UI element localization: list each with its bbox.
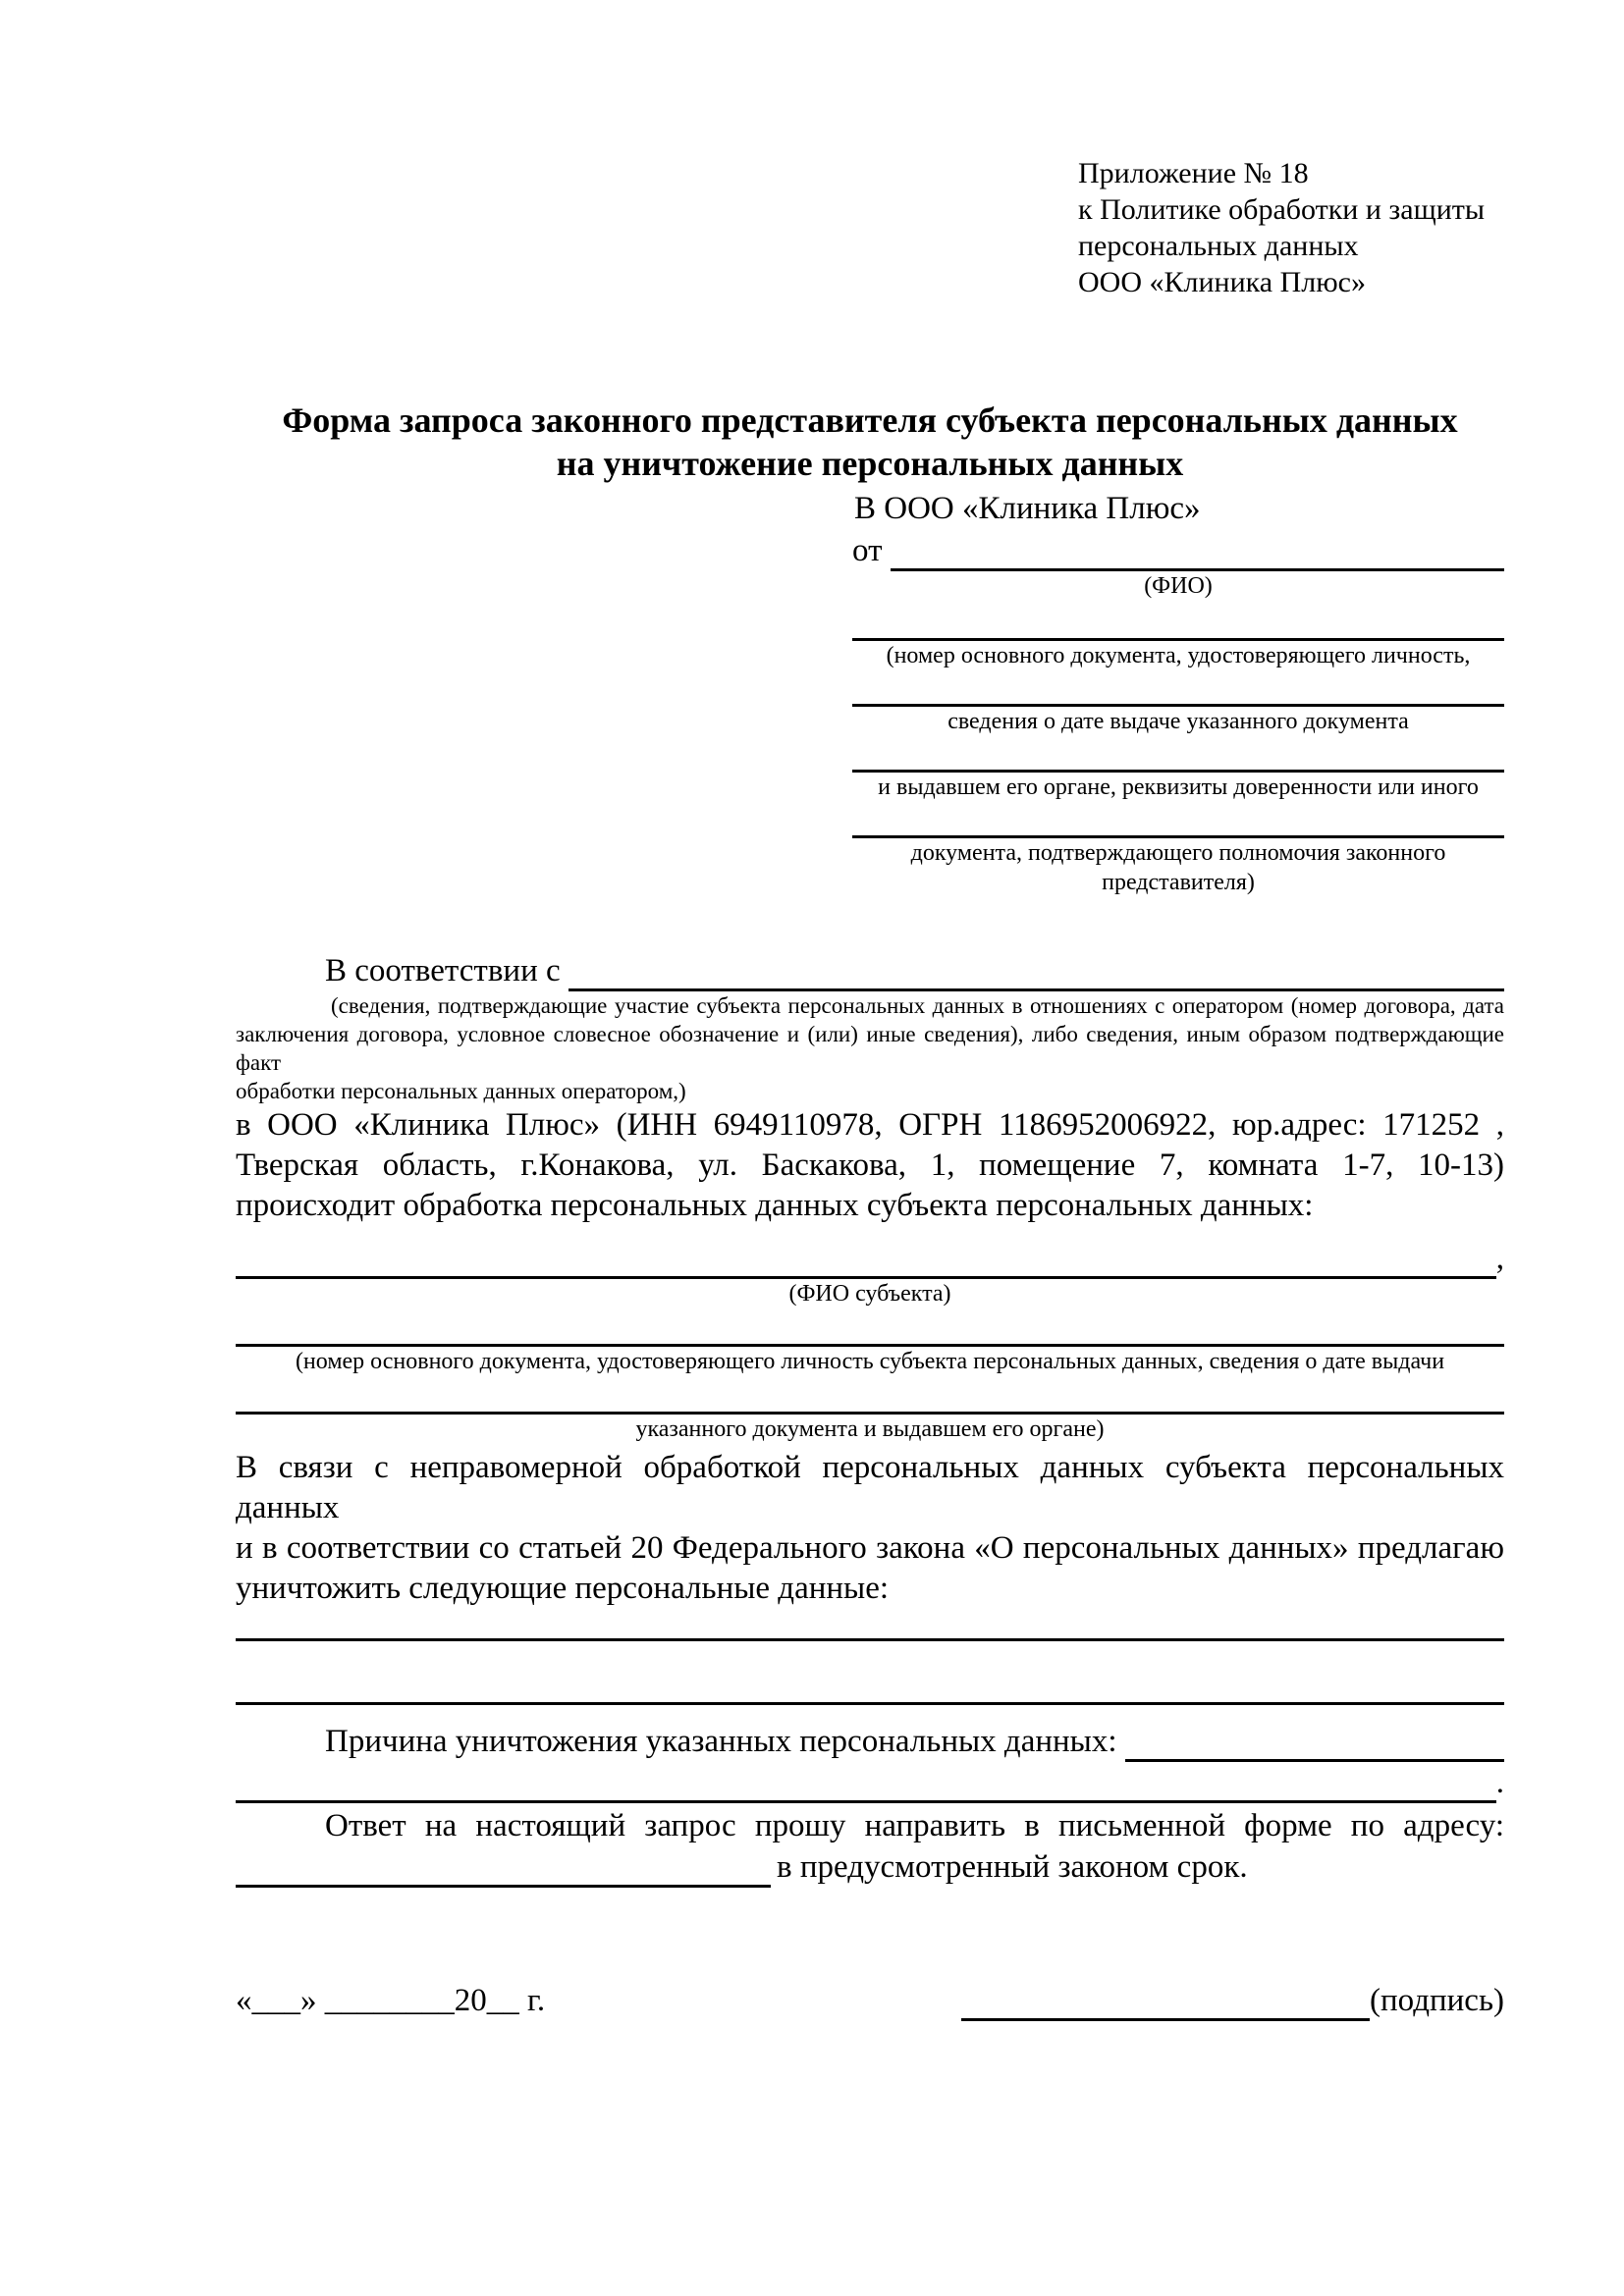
accordance-row: [236, 950, 1504, 991]
appendix-company: ООО «Клиника Плюс»: [1078, 266, 1366, 298]
subject-fio-blank-line[interactable]: [236, 1253, 1496, 1279]
demand-paragraph-line-3: уничтожить следующие персональные данные:: [236, 1571, 890, 1606]
footer-row: [236, 1980, 1504, 2021]
demand-paragraph: [236, 1448, 1504, 1609]
form-title-line-1: Форма запроса законного представителя субъекта персональных данных: [282, 400, 1458, 440]
appendix-header: [1078, 155, 1504, 300]
appendix-policy-line: к Политике обработки и защиты: [1078, 193, 1486, 226]
subject-fio-caption: (ФИО субъекта): [788, 1281, 951, 1307]
reason-continuation-row: [236, 1762, 1504, 1803]
demand-paragraph-line-2: и в соответствии со статьей 20 Федерального закона «О персональных данных» предлагаю: [236, 1530, 1504, 1566]
footnote-line-2: заключения договора, условное словесное обозначение и (или) иные сведения), либо сведения, иным образом подтверждающие факт: [236, 1022, 1504, 1075]
accordance-footnote: [236, 991, 1504, 1105]
reason-period: .: [1495, 1765, 1504, 1800]
signature-caption: (подпись): [1370, 1983, 1504, 2018]
date-field[interactable]: «___» ________20__ г.: [236, 1983, 546, 2018]
personal-data-blank-line-2[interactable]: [236, 1669, 1504, 1705]
operator-paragraph-line-2: Тверская область, г.Конакова, ул. Баскакова, 1, помещение 7, комната 1-7, 10-13): [236, 1148, 1504, 1183]
subject-fio-row: [236, 1238, 1504, 1279]
representative-fio-blank-line[interactable]: [891, 531, 1505, 571]
representative-doc-blank-line-2[interactable]: [852, 670, 1504, 707]
subject-doc-caption-2: указанного документа и выдавшем его органе): [635, 1416, 1105, 1442]
reason-blank-line-2[interactable]: [236, 1763, 1496, 1803]
representative-doc-blank-line-4[interactable]: [852, 802, 1504, 838]
address-blank-line[interactable]: [236, 1847, 771, 1888]
addressee-line: В ООО «Клиника Плюс»: [854, 491, 1201, 526]
response-lead: Ответ на настоящий запрос прошу направить в письменной форме по адресу:: [325, 1808, 1504, 1843]
response-tail: в предусмотренный законом срок.: [777, 1849, 1248, 1885]
operator-paragraph-line-3: происходит обработка персональных данных субъекта персональных данных:: [236, 1188, 1314, 1223]
reason-row: [236, 1721, 1504, 1762]
representative-doc-caption-3: и выдавшем его органе, реквизиты доверенности или иного: [878, 774, 1479, 800]
subject-doc-blank-line-1[interactable]: [236, 1308, 1504, 1347]
representative-doc-blank-line-3[interactable]: [852, 736, 1504, 773]
operator-paragraph-line-1: в ООО «Клиника Плюс» (ИНН 6949110978, ОГРН 1186952006922, юр.адрес: 171252 ,: [236, 1107, 1504, 1143]
subject-doc-caption-1: (номер основного документа, удостоверяющего личность субъекта персональных данных, сведения о дате выдачи: [295, 1349, 1445, 1374]
fio-caption: (ФИО): [1144, 573, 1213, 599]
operator-paragraph: [236, 1105, 1504, 1226]
representative-doc-caption-1: (номер основного документа, удостоверяющего личность,: [886, 643, 1471, 668]
reason-blank-line-1[interactable]: [1125, 1722, 1504, 1762]
reason-label: Причина уничтожения указанных персональных данных:: [325, 1724, 1117, 1759]
footnote-line-3: обработки персональных данных оператором,): [236, 1079, 686, 1103]
signature-blank-line[interactable]: [961, 1981, 1370, 2021]
form-title: [236, 399, 1504, 485]
representative-doc-caption-4: документа, подтверждающего полномочия законного представителя): [910, 840, 1446, 895]
subject-doc-blank-line-2[interactable]: [236, 1376, 1504, 1415]
representative-doc-blank-line-1[interactable]: [852, 605, 1504, 641]
form-title-line-2: на уничтожение персональных данных: [556, 444, 1184, 483]
response-address-row: [236, 1846, 1504, 1888]
appendix-policy-line-2: персональных данных: [1078, 230, 1359, 262]
footnote-line-1: (сведения, подтверждающие участие субъекта персональных данных в отношениях с оператором (номер договора, дата: [331, 993, 1504, 1018]
from-label: от: [852, 533, 883, 568]
subject-fio-comma: ,: [1495, 1241, 1504, 1276]
appendix-number: Приложение № 18: [1078, 157, 1309, 189]
representative-doc-caption-2: сведения о дате выдаче указанного документа: [947, 709, 1409, 734]
accordance-lead: В соответствии с: [325, 953, 561, 988]
demand-paragraph-line-1: В связи с неправомерной обработкой персональных данных субъекта персональных данных: [236, 1450, 1504, 1525]
personal-data-blank-line-1[interactable]: [236, 1609, 1504, 1641]
accordance-blank-line[interactable]: [568, 951, 1504, 991]
from-row: [852, 530, 1504, 571]
representative-fields: [852, 571, 1504, 897]
